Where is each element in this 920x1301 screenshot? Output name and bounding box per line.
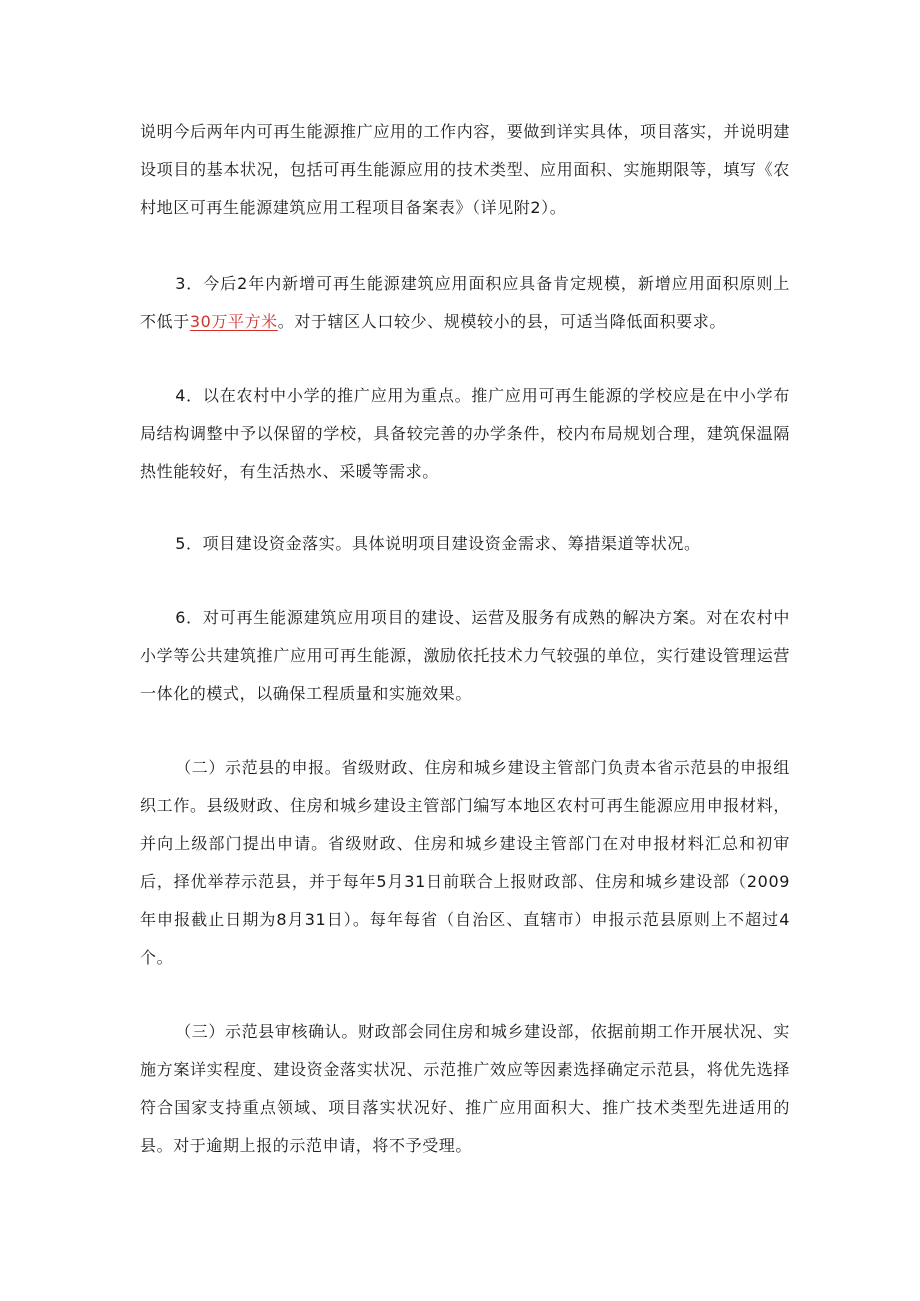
paragraph-item-5: 5．项目建设资金落实。具体说明项目建设资金需求、筹措渠道等状况。 <box>175 534 701 553</box>
paragraph-item-6: 6．对可再生能源建筑应用项目的建设、运营及服务有成熟的解决方案。对在农村中小学等公共建筑推广应用可再生能源，激励依托技术力气较强的单位，实行建设管理运营一体化的模式，以确保工程质量和实施效果。 <box>140 608 790 703</box>
paragraph-item-3-text-before: 3．今后2年内新增可再生能源建筑应用面积应具备肯定规模，新增应用面积原则上不低于 <box>140 274 790 331</box>
paragraph-section-2: （二）示范县的申报。省级财政、住房和城乡建设主管部门负责本省示范县的申报组织工作。县级财政、住房和城乡建设主管部门编写本地区农村可再生能源应用申报材料，并向上级部门提出申请。省级财政、住房和城乡建设主管部门在对申报材料汇总和初审后，择优举荐示范县，并于每年5月31日前联合上报财政部、住房和城乡建设部（2009年申报截止日期为8月31日）。每年每省（自治区、直辖市）申报示范县原则上不超过4个。 <box>140 758 790 967</box>
highlighted-area-requirement: 30万平方米 <box>189 312 278 331</box>
paragraph-item-4: 4．以在农村中小学的推广应用为重点。推广应用可再生能源的学校应是在中小学布局结构调整中予以保留的学校，具备较完善的办学条件，校内布局规划合理，建筑保温隔热性能较好，有生活热水、采暖等需求。 <box>140 386 790 481</box>
paragraph-item-3 <box>140 265 790 341</box>
paragraph-work-content: 说明今后两年内可再生能源推广应用的工作内容，要做到详实具体，项目落实，并说明建设项目的基本状况，包括可再生能源应用的技术类型、应用面积、实施期限等，填写《农村地区可再生能源建筑应用工程项目备案表》（详见附2）。 <box>140 122 790 217</box>
paragraph-item-3-text-after: 。对于辖区人口较少、规模较小的县，可适当降低面积要求。 <box>277 312 726 331</box>
paragraph-section-3: （三）示范县审核确认。财政部会同住房和城乡建设部，依据前期工作开展状况、实施方案详实程度、建设资金落实状况、示范推广效应等因素选择确定示范县，将优先选择符合国家支持重点领域、项目落实状况好、推广应用面积大、推广技术类型先进适用的县。对于逾期上报的示范申请，将不予受理。 <box>140 1022 790 1155</box>
document-body <box>140 113 790 1165</box>
